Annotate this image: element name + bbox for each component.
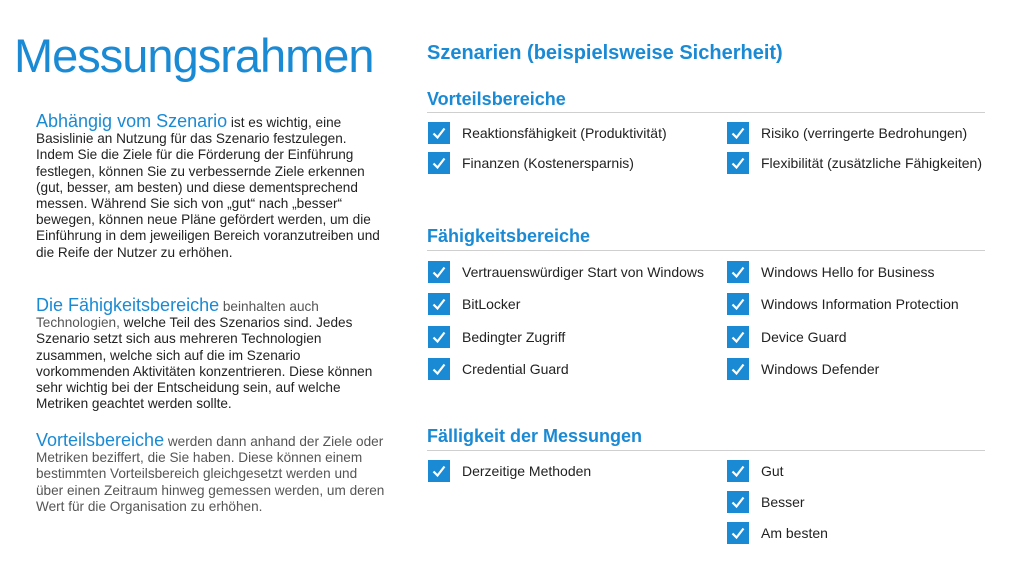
item-label: Credential Guard xyxy=(462,361,569,377)
scenario-title: Szenarien (beispielsweise Sicherheit) xyxy=(427,42,783,64)
section-title-benefits: Vorteilsbereiche xyxy=(427,89,566,109)
page-title: Messungsrahmen xyxy=(14,29,374,82)
item-label: Reaktionsfähigkeit (Produktivität) xyxy=(462,125,667,141)
measurement-item[interactable] xyxy=(727,491,805,513)
benefit-item[interactable] xyxy=(727,122,967,144)
section-divider xyxy=(427,112,985,113)
checkbox-checked-icon[interactable] xyxy=(727,358,749,380)
benefit-item[interactable] xyxy=(428,152,634,174)
intro-paragraph-benefits xyxy=(36,432,386,515)
section-divider xyxy=(427,250,985,251)
checkbox-checked-icon[interactable] xyxy=(428,326,450,348)
item-label: Gut xyxy=(761,463,784,479)
item-label: BitLocker xyxy=(462,296,521,312)
section-title-measurement: Fälligkeit der Messungen xyxy=(427,426,643,446)
paragraph-lead: Abhängig vom Szenario xyxy=(36,111,228,131)
checkbox-checked-icon[interactable] xyxy=(727,326,749,348)
measurement-item[interactable] xyxy=(727,460,784,482)
checkbox-checked-icon[interactable] xyxy=(727,152,749,174)
capability-item[interactable] xyxy=(428,261,704,283)
item-label: Bedingter Zugriff xyxy=(462,329,566,345)
item-label: Flexibilität (zusätzliche Fähigkeiten) xyxy=(761,155,982,171)
item-label: Windows Defender xyxy=(761,361,880,377)
capability-item[interactable] xyxy=(428,293,520,315)
checkbox-checked-icon[interactable] xyxy=(428,293,450,315)
item-label: Device Guard xyxy=(761,329,847,345)
paragraph-body: welche Teil des Szenarios sind. Jedes Szenario setzt sich aus mehreren Technologien zusammen, welche sich auf die im Szenario vorkommenden Aktivitäten konzentrieren. Diese können sehr wichtig bei der Entscheidung sein, auf welche Metriken geachtet werden sollte. xyxy=(36,315,373,412)
measurement-item[interactable] xyxy=(428,460,591,482)
checkbox-checked-icon[interactable] xyxy=(428,460,450,482)
section-divider xyxy=(427,450,985,451)
checkbox-checked-icon[interactable] xyxy=(727,491,749,513)
paragraph-lead: Die Fähigkeitsbereiche xyxy=(36,295,220,315)
checkbox-checked-icon[interactable] xyxy=(727,293,749,315)
item-label: Windows Information Protection xyxy=(761,296,959,312)
item-label: Windows Hello for Business xyxy=(761,264,935,280)
capability-item[interactable] xyxy=(727,261,935,283)
checkbox-checked-icon[interactable] xyxy=(727,522,749,544)
measurement-item[interactable] xyxy=(727,522,828,544)
checkbox-checked-icon[interactable] xyxy=(727,261,749,283)
benefit-item[interactable] xyxy=(428,122,667,144)
capability-item[interactable] xyxy=(428,326,565,348)
checkbox-checked-icon[interactable] xyxy=(428,261,450,283)
paragraph-lead: Vorteilsbereiche xyxy=(36,430,165,450)
checkbox-checked-icon[interactable] xyxy=(428,152,450,174)
capability-item[interactable] xyxy=(727,293,959,315)
capability-item[interactable] xyxy=(727,358,879,380)
capability-item[interactable] xyxy=(428,358,569,380)
item-label: Besser xyxy=(761,494,805,510)
checkbox-checked-icon[interactable] xyxy=(727,460,749,482)
item-label: Vertrauenswürdiger Start von Windows xyxy=(462,264,704,280)
item-label: Am besten xyxy=(761,525,828,541)
paragraph-body: werden dann anhand der Ziele oder Metriken beziffert, die Sie haben. Diese können einem bestimmten Vorteilsbereich gleichgesetzt werden und über einen Zeitraum hinweg gemessen werden, um deren Wert für die Organisation zu erhöhen. xyxy=(36,434,385,514)
paragraph-muted: beinhalten auch Technologien, xyxy=(36,299,319,331)
benefit-item[interactable] xyxy=(727,152,982,174)
paragraph-body: ist es wichtig, eine Basislinie an Nutzung für das Szenario festzulegen. Indem Sie die Ziele für die Förderung der Einführung festlegen, können Sie zu verbessernde Ziele erkennen (gut, besser, am besten) und diese dementsprechend messen. Während Sie sich von „gut“ nach „besser“ bewegen, können neue Pläne gefördert werden, um die Einführung in dem jeweiligen Bereich voranzutreiben und die Reife der Nutzer zu erhöhen. xyxy=(36,115,380,260)
item-label: Risiko (verringerte Bedrohungen) xyxy=(761,125,968,141)
intro-paragraph-scenario xyxy=(36,113,386,261)
section-title-capabilities: Fähigkeitsbereiche xyxy=(427,226,591,246)
capability-item[interactable] xyxy=(727,326,847,348)
intro-paragraph-capabilities xyxy=(36,297,386,412)
checkbox-checked-icon[interactable] xyxy=(727,122,749,144)
checkbox-checked-icon[interactable] xyxy=(428,122,450,144)
item-label: Derzeitige Methoden xyxy=(462,463,592,479)
checkbox-checked-icon[interactable] xyxy=(428,358,450,380)
item-label: Finanzen (Kostenersparnis) xyxy=(462,155,634,171)
